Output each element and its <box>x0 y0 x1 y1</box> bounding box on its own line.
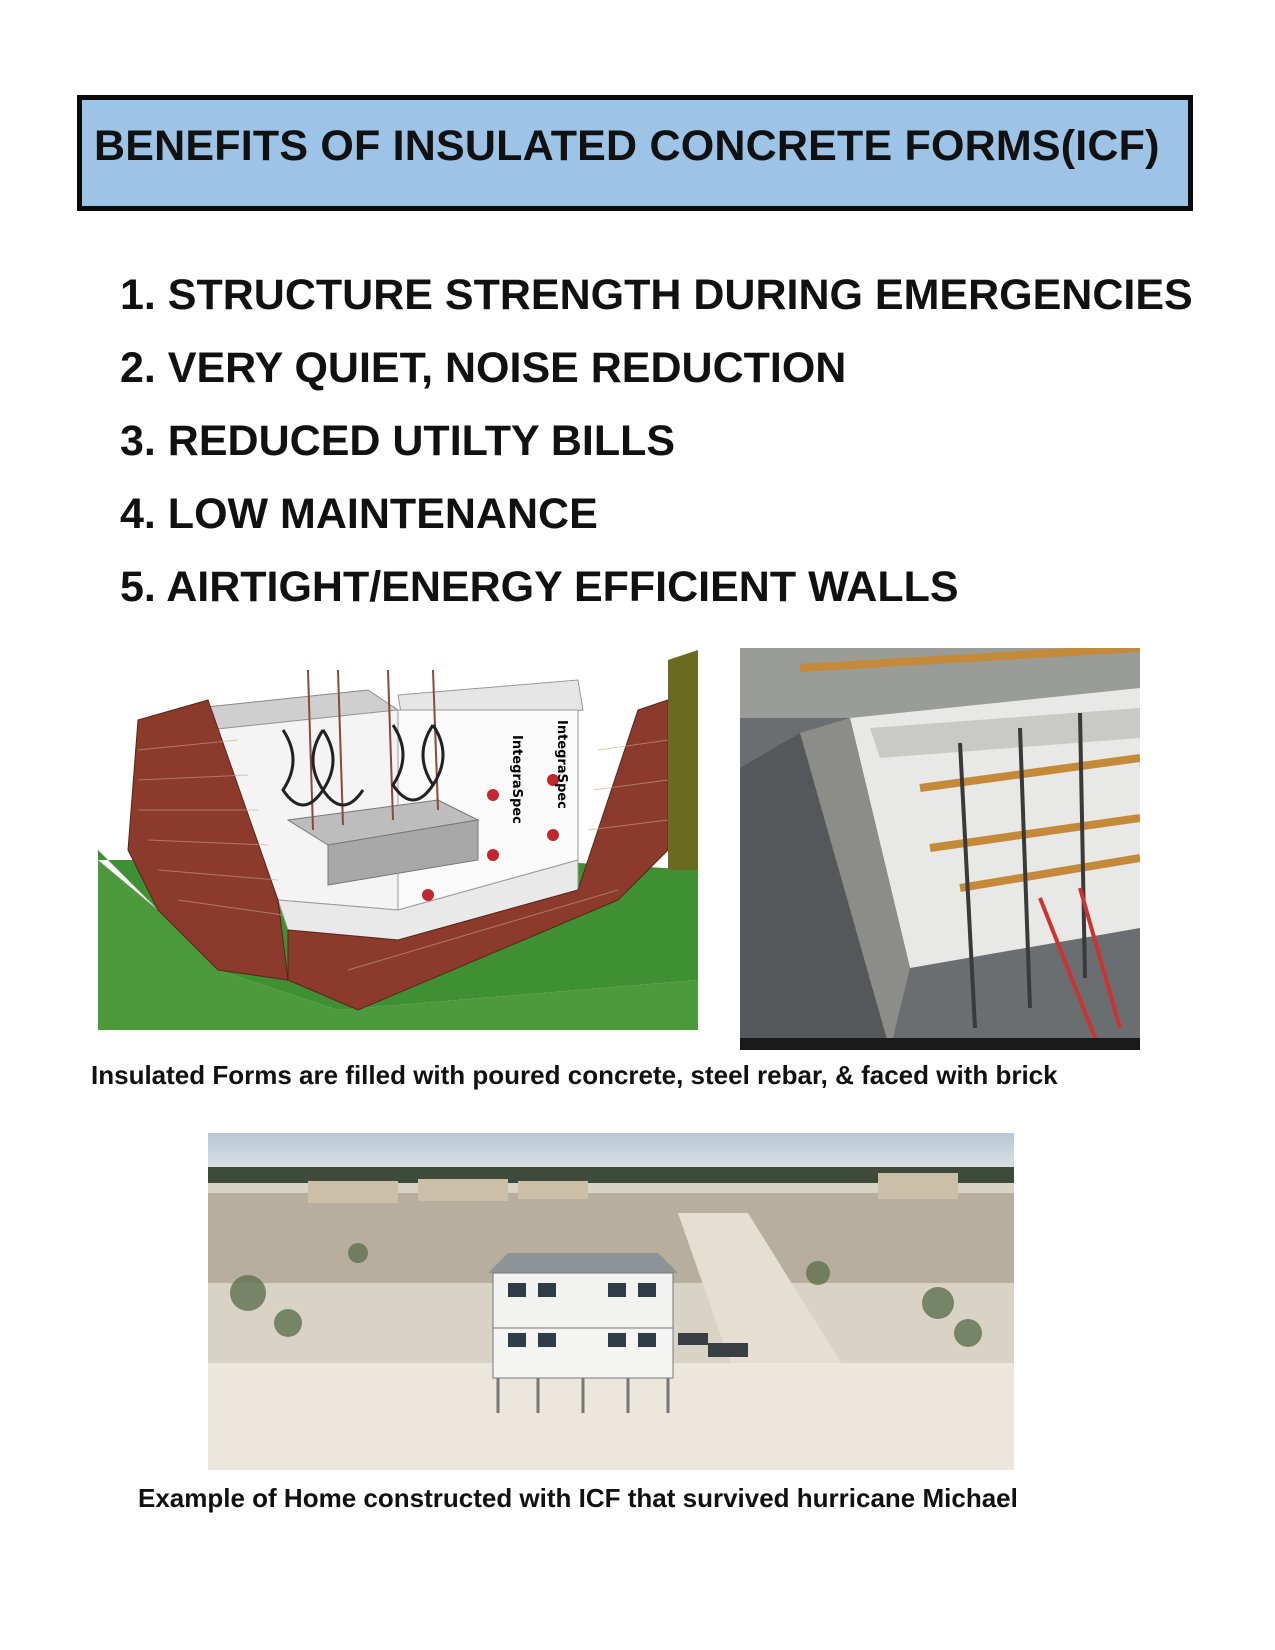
benefit-item: 4. LOW MAINTENANCE <box>120 490 598 538</box>
integraspec-label: IntegraSpec <box>554 720 569 809</box>
integraspec-label: IntegraSpec <box>509 735 524 824</box>
figure2-caption: Example of Home constructed with ICF that survived hurricane Michael <box>138 1483 1018 1513</box>
benefits-list <box>120 265 1193 630</box>
benefit-item: 3. REDUCED UTILTY BILLS <box>120 417 676 465</box>
icf-cutaway-illustration <box>98 650 698 1030</box>
benefit-item: 2. VERY QUIET, NOISE REDUCTION <box>120 344 847 392</box>
figure1-caption: Insulated Forms are filled with poured concrete, steel rebar, & faced with brick <box>91 1060 1058 1090</box>
hurricane-aerial-photo <box>208 1133 1014 1470</box>
title-box <box>77 95 1193 211</box>
icf-construction-photo <box>740 648 1140 1050</box>
benefit-item: 5. AIRTIGHT/ENERGY EFFICIENT WALLS <box>120 563 959 611</box>
page-title: BENEFITS OF INSULATED CONCRETE FORMS(ICF) <box>94 122 1160 170</box>
benefit-item: 1. STRUCTURE STRENGTH DURING EMERGENCIES <box>120 271 1193 319</box>
